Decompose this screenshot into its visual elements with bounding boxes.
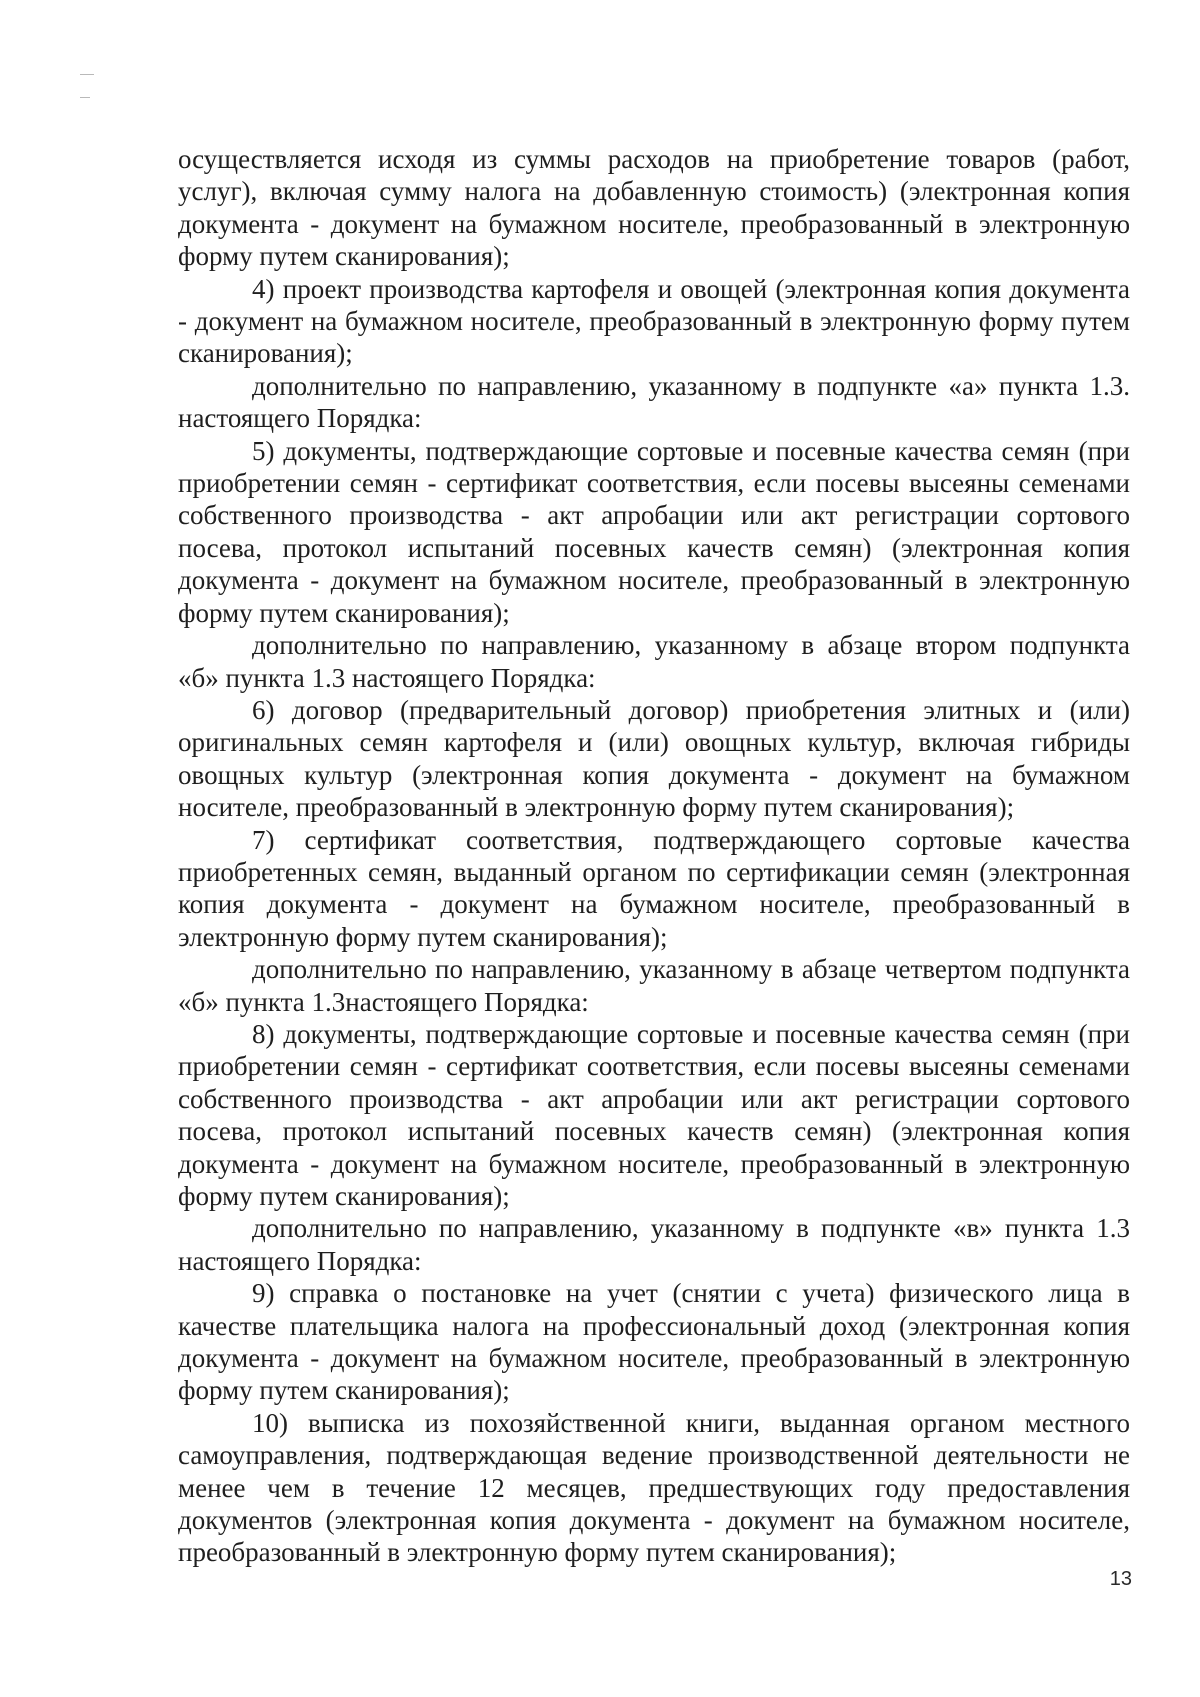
paragraph-item-9: 9) справка о постановке на учет (снятии с учета) физического лица в качестве плательщика налога на профессиональный доход (электронная копия документа - документ на бумажном носителе, преобразованный в электронную форму путем сканирования); (178, 1278, 1130, 1406)
paragraph-item-10: 10) выписка из похозяйственной книги, выданная органом местного самоуправления, подтверждающая ведение производственной деятельности не менее чем в течение 12 месяцев, предшествующих году предоставления документов (электронная копия документа - документ на бумажном носителе, преобразованный в электронную форму путем сканирования); (178, 1407, 1130, 1568)
paragraph-continuation: осуществляется исходя из суммы расходов на приобретение товаров (работ, услуг), включая сумму налога на добавленную стоимость) (электронная копия документа - документ на бумажном носителе, преобразованный в электронную форму путем сканирования); (178, 144, 1130, 272)
paragraph-item-4: 4) проект производства картофеля и овощей (электронная копия документа - документ на бумажном носителе, преобразованный в электронную форму путем сканирования); (178, 273, 1130, 369)
document-body (178, 143, 1130, 1569)
scan-artifact-mark (80, 97, 90, 98)
paragraph-direction-c: дополнительно по направлению, указанному в подпункте «в» пункта 1.3 настоящего Порядка: (178, 1213, 1130, 1276)
paragraph-item-7: 7) сертификат соответствия, подтверждающего сортовые качества приобретенных семян, выданный органом по сертификации семян (электронная копия документа - документ на бумажном носителе, преобразованный в электронную форму путем сканирования); (178, 824, 1130, 952)
paragraph-item-5: 5) документы, подтверждающие сортовые и посевные качества семян (при приобретении семян - сертификат соответствия, если посевы высеяны семенами собственного производства - акт апробации или акт регистрации сортового посева, протокол испытаний посевных качеств семян) (электронная копия документа - документ на бумажном носителе, преобразованный в электронную форму путем сканирования); (178, 435, 1130, 628)
scan-artifact-mark (80, 74, 94, 75)
paragraph-item-6: 6) договор (предварительный договор) приобретения элитных и (или) оригинальных семян картофеля и (или) овощных культур, включая гибриды овощных культур (электронная копия документа - документ на бумажном носителе, преобразованный в электронную форму путем сканирования); (178, 694, 1130, 823)
page-number: 13 (1109, 1568, 1132, 1590)
paragraph-direction-a: дополнительно по направлению, указанному в подпункте «а» пункта 1.3. настоящего Порядка: (178, 370, 1130, 434)
paragraph-item-8: 8) документы, подтверждающие сортовые и посевные качества семян (при приобретении семян - сертификат соответствия, если посевы высеяны семенами собственного производства - акт апробации или акт регистрации сортового посева, протокол испытаний посевных качеств семян) (электронная копия документа - документ на бумажном носителе, преобразованный в электронную форму путем сканирования); (178, 1018, 1130, 1211)
paragraph-direction-b-second: дополнительно по направлению, указанному в абзаце втором подпункта «б» пункта 1.3 настоящего Порядка: (178, 630, 1130, 693)
paragraph-direction-b-fourth: дополнительно по направлению, указанному в абзаце четвертом подпункта «б» пункта 1.3настоящего Порядка: (178, 954, 1130, 1017)
